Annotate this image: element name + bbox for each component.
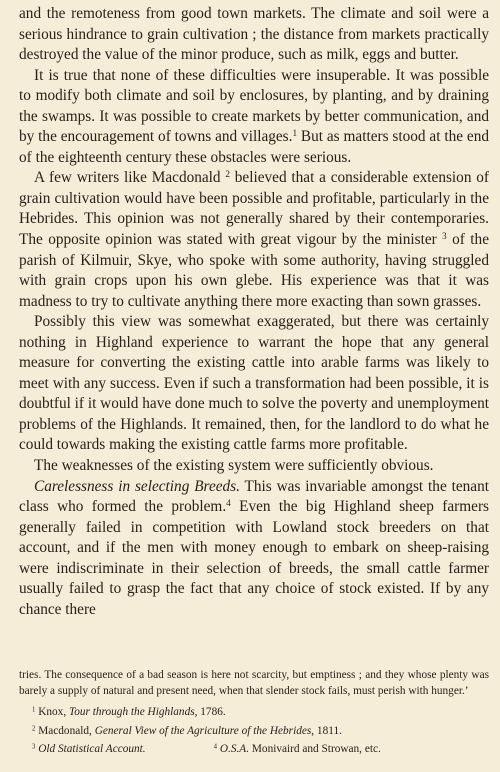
footnote-quote-continuation: tries. The consequence of a bad season is here not scarcity, but emptiness ; and they whose plenty was barely a supply of natural and present need, when that slender stock fails, must perish with hunger.’	[19, 669, 489, 698]
footnote-3-number: 3	[32, 743, 36, 751]
footnotes	[19, 667, 489, 759]
footnote-4-text: Monivaird and Strowan, etc.	[249, 742, 381, 755]
footnote-2-author: Macdonald,	[35, 724, 95, 737]
paragraph-2-text-end: But as matters stood at the end of the eighteenth century these obstacles were serious.	[19, 128, 489, 166]
paragraph-4	[19, 312, 489, 456]
footnote-4-number: 4	[213, 743, 218, 751]
footnote-2-title: General View of the Agriculture of the Hebrides	[94, 724, 312, 737]
paragraph-3	[19, 168, 489, 312]
paragraph-5-text: The weaknesses of the existing system were sufficiently obvious.	[34, 457, 434, 475]
footnote-ref-1: 1	[292, 128, 298, 139]
section-heading: Carelessness in selecting Breeds.	[34, 477, 240, 495]
footnote-1-date: , 1786.	[194, 706, 226, 719]
paragraph-6	[19, 477, 489, 621]
paragraph-3-text-end: of the parish of Kilmuir, Skye, who spoke with some authority, having struggled with grain crops upon his own glebe. His experience was that it was madness to try to cultivate anything there more exacting than sown grasses.	[19, 231, 489, 310]
paragraph-3-text: A few writers like Macdonald	[34, 169, 226, 187]
paragraph-6-text-end: Even the big Highland sheep farmers generally failed in competition with Lowland stock breeders on that account, and if the men with money enough to embark on sheep-raising were indiscriminate in their selection of breeds, the small cattle farmer usually failed to grasp the fact that any choice of stock existed. If by any chance there	[19, 498, 489, 618]
footnote-2	[19, 723, 489, 739]
paragraph-5	[19, 456, 489, 477]
paragraph-4-text: Possibly this view was somewhat exaggerated, but there was certainly nothing in Highland experience to warrant the hope that any general measure for converting the existing cattle into arable farms was likely to meet with any success. Even if such a transformation had been possible, it is doubtful if it would have done much to solve the poverty and unemployment problems of the Highlands. It remained, then, for the landlord to do what he could towards making the existing cattle farms more profitable.	[19, 313, 489, 454]
footnote-ref-4: 4	[226, 498, 231, 509]
footnote-2-date: , 1811.	[311, 724, 342, 737]
footnote-1	[19, 704, 489, 720]
paragraph-6-text: This was invariable amongst the tenant class who formed the problem.	[19, 477, 489, 516]
footnote-4	[201, 741, 381, 757]
paragraph-2-text: It is true that none of these difficulties were insuperable. It was possible to modify both climate and soil by enclosures, by planting, and by draining the swamps. It was possible to create markets by better communication, and by the encouragement of towns and villages.	[19, 66, 489, 146]
footnote-3	[19, 741, 146, 757]
paragraph-2	[19, 66, 489, 169]
footnote-ref-2: 2	[225, 169, 230, 180]
footnote-1-title: Tour through the Highlands	[68, 706, 195, 719]
paragraph-1	[19, 4, 489, 66]
paragraph-3-text-mid: believed that a considerable extension of grain cultivation would have been possible and profitable, particularly in the Hebrides. This opinion was not generally shared by their contemporaries. The opposite opinion was stated with great vigour by the minister	[19, 169, 490, 249]
footnote-1-author: Knox,	[35, 706, 69, 719]
footnote-row-3-4	[19, 741, 489, 757]
main-text	[19, 4, 489, 620]
paragraph-1-text: and the remoteness from good town markets. The climate and soil were a serious hindrance to grain cultivation ; the distance from markets practically destroyed the value of the minor produce, such as milk, eggs and butter.	[19, 5, 489, 64]
footnote-4-title: O.S.A.	[217, 742, 250, 755]
footnote-2-number: 2	[32, 724, 36, 732]
footnote-1-number: 1	[32, 706, 36, 714]
footnote-3-title: Old Statistical Account.	[35, 742, 146, 755]
footnote-ref-3: 3	[442, 230, 447, 241]
